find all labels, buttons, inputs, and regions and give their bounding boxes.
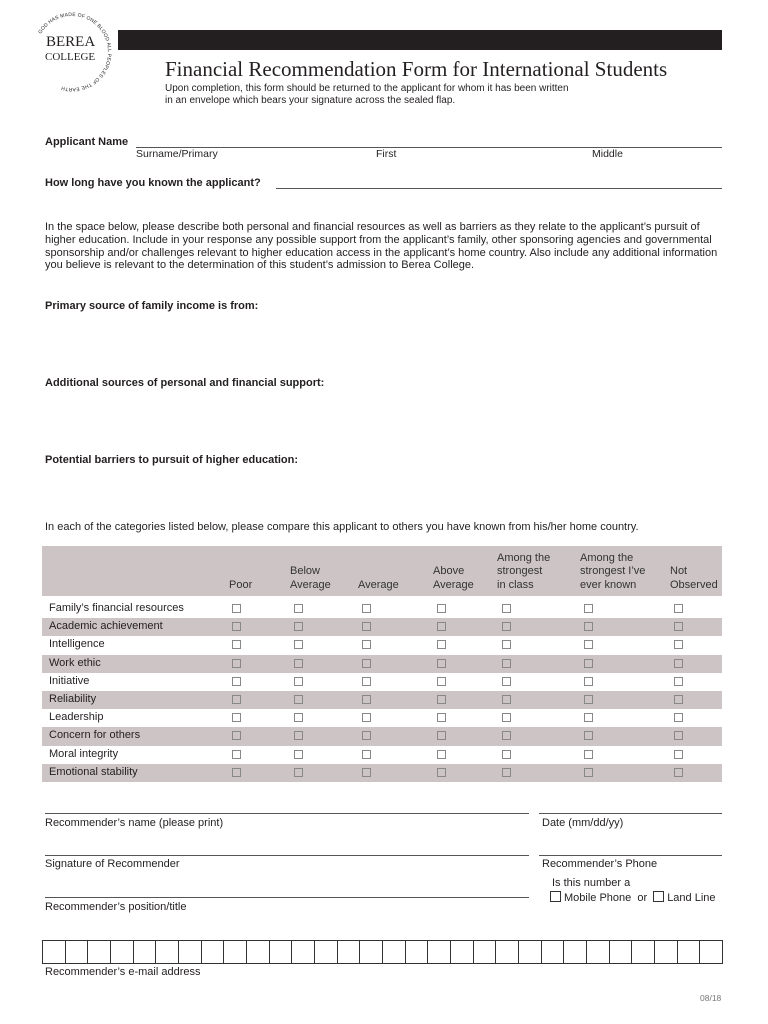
recommender-name-label: Recommender’s name (please print) (45, 817, 224, 829)
phone-field[interactable] (539, 855, 722, 856)
rating-checkbox[interactable] (674, 695, 683, 704)
email-char-box[interactable] (609, 940, 633, 964)
rating-checkbox[interactable] (294, 713, 303, 722)
rating-checkbox[interactable] (232, 731, 241, 740)
email-char-box[interactable] (110, 940, 134, 964)
compare-text: In each of the categories listed below, please compare this applicant to others you have known from his/her home country. (45, 521, 639, 533)
rating-checkbox[interactable] (294, 622, 303, 631)
rating-checkbox[interactable] (362, 659, 371, 668)
barriers-field[interactable] (45, 470, 722, 515)
row-label: Initiative (49, 674, 90, 687)
known-duration-field[interactable] (276, 188, 722, 189)
rating-checkbox[interactable] (584, 640, 593, 649)
email-char-box[interactable] (178, 940, 202, 964)
row-label: Academic achievement (49, 620, 163, 633)
email-char-box[interactable] (541, 940, 565, 964)
rating-checkbox[interactable] (674, 659, 683, 668)
rating-checkbox[interactable] (502, 604, 511, 613)
phone-type (550, 891, 716, 905)
email-char-box[interactable] (42, 940, 66, 964)
primary-income-field[interactable] (45, 316, 722, 371)
date-label: Date (mm/dd/yy) (542, 817, 624, 829)
rating-checkbox[interactable] (362, 604, 371, 613)
table-row (42, 746, 722, 764)
rating-checkbox[interactable] (674, 768, 683, 777)
rating-checkbox[interactable] (674, 677, 683, 686)
rating-checkbox[interactable] (294, 640, 303, 649)
column-header-line: in class (497, 578, 534, 591)
rating-checkbox[interactable] (502, 750, 511, 759)
subtitle-line-1: Upon completion, this form should be returned to the applicant for whom it has been written (165, 83, 569, 94)
rating-checkbox[interactable] (502, 677, 511, 686)
rating-checkbox[interactable] (584, 768, 593, 777)
row-label: Moral integrity (49, 747, 119, 760)
rating-checkbox[interactable] (362, 731, 371, 740)
column-header (580, 552, 645, 593)
signature-label: Signature of Recommender (45, 858, 180, 870)
rating-checkbox[interactable] (437, 731, 446, 740)
column-header-line: Below (290, 565, 320, 577)
row-label: Intelligence (49, 638, 105, 651)
applicant-name-field[interactable] (136, 147, 722, 148)
row-label: Work ethic (49, 656, 101, 669)
rating-checkbox[interactable] (502, 659, 511, 668)
rating-checkbox[interactable] (437, 659, 446, 668)
column-header (497, 552, 550, 593)
email-char-box[interactable] (65, 940, 89, 964)
email-char-box[interactable] (450, 940, 474, 964)
column-header-line: Among the (580, 551, 634, 564)
email-char-box[interactable] (473, 940, 497, 964)
rating-checkbox[interactable] (584, 659, 593, 668)
logo-college: COLLEGE (45, 51, 96, 63)
subtitle (165, 83, 569, 106)
email-char-box[interactable] (201, 940, 225, 964)
rating-checkbox[interactable] (294, 677, 303, 686)
rating-checkbox[interactable] (674, 750, 683, 759)
column-header-line: Above (433, 565, 465, 577)
land-line-checkbox[interactable] (653, 891, 664, 902)
middle-name-label: Middle (592, 148, 623, 160)
rating-checkbox[interactable] (437, 622, 446, 631)
svg-text:GOD HAS MADE OF ONE BLOOD ALL: GOD HAS MADE OF ONE BLOOD ALL PEOPLES OF THE EARTH (37, 11, 113, 93)
email-char-box[interactable] (382, 940, 406, 964)
row-label: Reliability (49, 693, 97, 705)
land-line-label: Land Line (667, 892, 716, 904)
email-char-box[interactable] (654, 940, 678, 964)
column-header-line: strongest I’ve (580, 565, 646, 577)
table-row (42, 709, 722, 727)
rating-checkbox[interactable] (294, 768, 303, 777)
rating-checkbox[interactable] (584, 622, 593, 631)
email-char-box[interactable] (677, 940, 701, 964)
or-label: or (637, 892, 648, 904)
rating-checkbox[interactable] (437, 695, 446, 704)
column-header (433, 565, 474, 592)
logo-berea: BEREA (46, 34, 96, 50)
email-char-box[interactable] (586, 940, 610, 964)
column-header-line: Among the (497, 551, 551, 564)
rating-checkbox[interactable] (232, 640, 241, 649)
table-row (42, 764, 722, 782)
rating-checkbox[interactable] (674, 731, 683, 740)
phone-question: Is this number a (552, 877, 631, 889)
position-label: Recommender’s position/title (45, 901, 187, 913)
rating-checkbox[interactable] (584, 731, 593, 740)
email-char-box[interactable] (518, 940, 542, 964)
email-char-box[interactable] (495, 940, 519, 964)
rating-checkbox[interactable] (502, 622, 511, 631)
rating-checkbox[interactable] (362, 695, 371, 704)
rating-checkbox[interactable] (232, 604, 241, 613)
rating-checkbox[interactable] (502, 713, 511, 722)
email-char-box[interactable] (405, 940, 429, 964)
page-title: Financial Recommendation Form for International Students (165, 57, 668, 81)
rating-checkbox[interactable] (502, 731, 511, 740)
email-char-box[interactable] (133, 940, 157, 964)
position-field[interactable] (45, 897, 529, 898)
signature-field[interactable] (45, 855, 529, 856)
email-char-box[interactable] (337, 940, 361, 964)
rating-checkbox[interactable] (502, 768, 511, 777)
rating-checkbox[interactable] (584, 677, 593, 686)
rating-checkbox[interactable] (232, 713, 241, 722)
table-row (42, 600, 722, 618)
rating-checkbox[interactable] (437, 604, 446, 613)
rating-checkbox[interactable] (437, 677, 446, 686)
rating-checkbox[interactable] (362, 713, 371, 722)
email-char-box[interactable] (314, 940, 338, 964)
row-label: Family’s financial resources (49, 602, 184, 614)
rating-checkbox[interactable] (294, 604, 303, 613)
rating-checkbox[interactable] (294, 750, 303, 759)
email-char-box[interactable] (359, 940, 383, 964)
phone-label: Recommender’s Phone (542, 858, 658, 870)
rating-checkbox[interactable] (674, 604, 683, 613)
email-char-box[interactable] (427, 940, 451, 964)
section-barriers: Potential barriers to pursuit of higher education: (45, 454, 299, 466)
rating-checkbox[interactable] (232, 768, 241, 777)
rating-table-header (42, 546, 722, 596)
email-char-box[interactable] (291, 940, 315, 964)
column-header-line: strongest (497, 565, 543, 577)
subtitle-line-2: in an envelope which bears your signature across the sealed flap. (165, 94, 456, 106)
row-label: Concern for others (49, 729, 141, 742)
instructions-text: In the space below, please describe both personal and financial resources as well as barriers as they relate to the applicant’s pursuit of higher education. Include in your response any possible support from the applicant’s family, other sponsoring agencies and governmental sponsorship and/or challenges relevant to higher education access in the applicant’s home country. Also include any additional information you believe is relevant to the determination of this student’s admission to Berea College. (45, 221, 718, 272)
column-header-line: Poor (229, 578, 253, 591)
table-row (42, 618, 722, 636)
rating-checkbox[interactable] (294, 731, 303, 740)
email-char-box[interactable] (155, 940, 179, 964)
column-header-line: Average (290, 578, 331, 591)
rating-checkbox[interactable] (437, 713, 446, 722)
email-char-box[interactable] (223, 940, 247, 964)
table-row (42, 655, 722, 673)
section-additional-support: Additional sources of personal and financial support: (45, 377, 325, 389)
table-row (42, 691, 722, 709)
email-char-box[interactable] (631, 940, 655, 964)
column-header (290, 565, 331, 592)
rating-checkbox[interactable] (362, 622, 371, 631)
berea-college-logo (30, 10, 114, 94)
rating-checkbox[interactable] (502, 695, 511, 704)
rating-checkbox[interactable] (232, 622, 241, 631)
email-label: Recommender’s e-mail address (45, 966, 201, 978)
rating-checkbox[interactable] (437, 640, 446, 649)
applicant-name-label: Applicant Name (45, 136, 129, 148)
table-row (42, 636, 722, 654)
rating-checkbox[interactable] (232, 659, 241, 668)
column-header (358, 579, 399, 593)
rating-checkbox[interactable] (362, 768, 371, 777)
rating-checkbox[interactable] (437, 768, 446, 777)
date-field[interactable] (539, 813, 722, 814)
column-header-line: Not (670, 565, 688, 577)
row-label: Leadership (49, 711, 104, 724)
header-bar (118, 30, 722, 50)
additional-support-field[interactable] (45, 393, 722, 448)
rating-checkbox[interactable] (232, 677, 241, 686)
table-row (42, 673, 722, 691)
email-char-box[interactable] (563, 940, 587, 964)
rating-checkbox[interactable] (232, 695, 241, 704)
column-header-line: Average (433, 578, 474, 591)
rating-checkbox[interactable] (674, 713, 683, 722)
rating-checkbox[interactable] (584, 695, 593, 704)
rating-checkbox[interactable] (437, 750, 446, 759)
rating-checkbox[interactable] (674, 640, 683, 649)
known-label: How long have you known the applicant? (45, 177, 261, 189)
row-label: Emotional stability (49, 765, 138, 778)
rating-checkbox[interactable] (502, 640, 511, 649)
rating-checkbox[interactable] (294, 659, 303, 668)
section-primary-income: Primary source of family income is from: (45, 300, 259, 312)
rating-checkbox[interactable] (584, 713, 593, 722)
email-char-box[interactable] (87, 940, 111, 964)
form-version: 08/18 (700, 993, 722, 1003)
rating-checkbox[interactable] (294, 695, 303, 704)
table-row (42, 727, 722, 745)
mobile-phone-label: Mobile Phone (564, 892, 632, 904)
rating-checkbox[interactable] (362, 640, 371, 649)
first-name-label: First (376, 148, 397, 160)
rating-checkbox[interactable] (232, 750, 241, 759)
rating-checkbox[interactable] (362, 677, 371, 686)
column-header (670, 565, 718, 592)
rating-checkbox[interactable] (362, 750, 371, 759)
column-header (229, 579, 252, 593)
rating-checkbox[interactable] (584, 604, 593, 613)
recommender-name-field[interactable] (45, 813, 529, 814)
surname-label: Surname/Primary (136, 148, 218, 160)
rating-checkbox[interactable] (674, 622, 683, 631)
column-header-line: Average (358, 578, 399, 591)
email-char-box[interactable] (269, 940, 293, 964)
email-char-box[interactable] (246, 940, 270, 964)
email-char-box[interactable] (699, 940, 723, 964)
rating-checkbox[interactable] (584, 750, 593, 759)
column-header-line: Observed (670, 578, 718, 591)
mobile-phone-checkbox[interactable] (550, 891, 561, 902)
column-header-line: ever known (580, 578, 637, 591)
